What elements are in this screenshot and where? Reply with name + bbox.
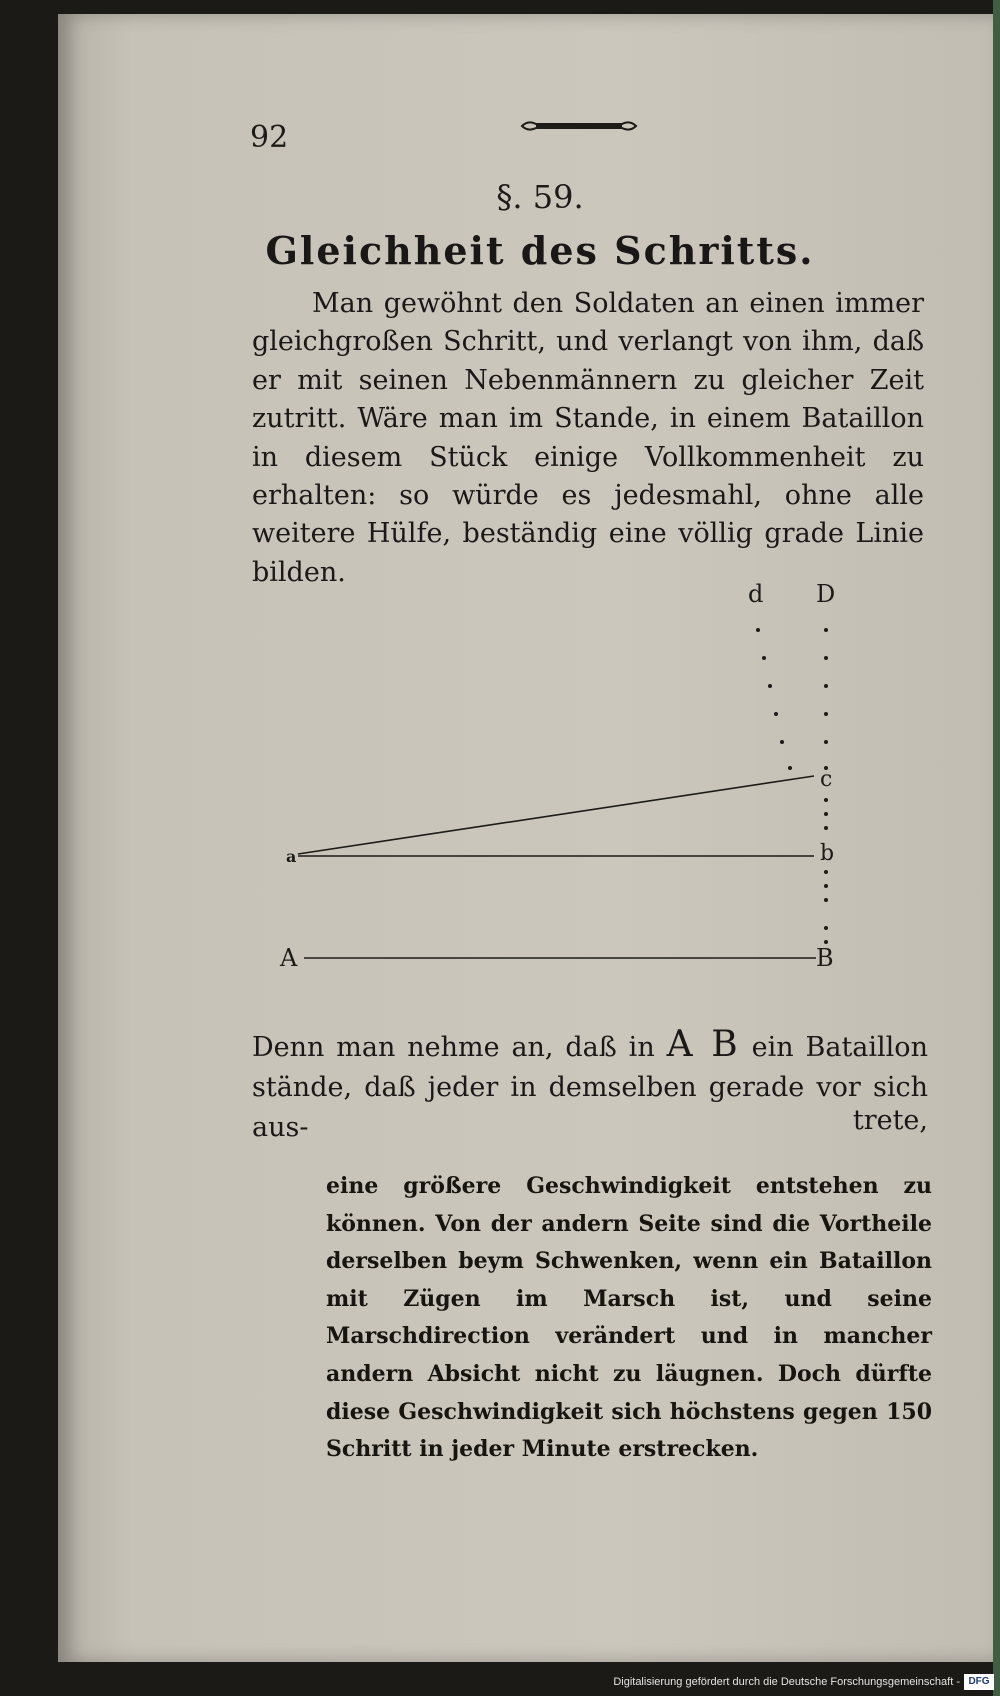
label-a: a (286, 847, 297, 866)
line-diagram (270, 570, 930, 990)
paragraph-2 (252, 1025, 928, 1148)
label-b: b (820, 841, 835, 866)
label-d: d (748, 580, 764, 608)
paragraph-2-ab: A B (666, 1024, 740, 1065)
label-A: A (280, 944, 298, 972)
paragraph-2-rest: ein Bataillon stände, daß jeder in demselben gerade vor sich aus- (252, 1032, 928, 1143)
section-number: §. 59. (496, 178, 584, 216)
paragraph-1: Man gewöhnt den Soldaten an einen immer gleichgroßen Schritt, und verlangt von ihm, daß er mit seinen Nebenmännern zu gleicher Zeit zutritt. Wäre man im Stande, in einem Bataillon in diesem Stück einige Vollkommenheit zu erhalten: so würde es jedesmahl, ohne alle weitere Hülfe, beständig eine völlig grade Linie bilden. (252, 288, 924, 588)
section-title: Gleichheit des Schritts. (265, 228, 815, 273)
digitization-credit: Digitalisierung gefördert durch die Deutsche Forschungsgemeinschaft - (613, 1676, 960, 1688)
header-ornament-icon (518, 118, 640, 134)
paragraph-2-end: trete, (852, 1105, 928, 1136)
label-B: B (816, 944, 834, 972)
page-number: 92 (250, 120, 289, 155)
label-D: D (816, 580, 836, 608)
line-a-c (298, 776, 814, 854)
label-c: c (820, 767, 833, 792)
footnote: eine größere Geschwindigkeit entstehen zu können. Von der andern Seite sind die Vortheile derselben beym Schwenken, wenn ein Bataillon mit Zügen im Marsch ist, und seine Marschdirection verändert und in mancher andern Absicht nicht zu läugnen. Doch dürfte diese Geschwindigkeit sich höchstens gegen 150 Schritt in jeder Minute erstrecken. (326, 1173, 932, 1463)
dotted-line-d (756, 628, 792, 770)
dfg-logo: DFG (964, 1674, 994, 1690)
paragraph-2-start: Denn man nehme an, daß in (252, 1032, 655, 1063)
